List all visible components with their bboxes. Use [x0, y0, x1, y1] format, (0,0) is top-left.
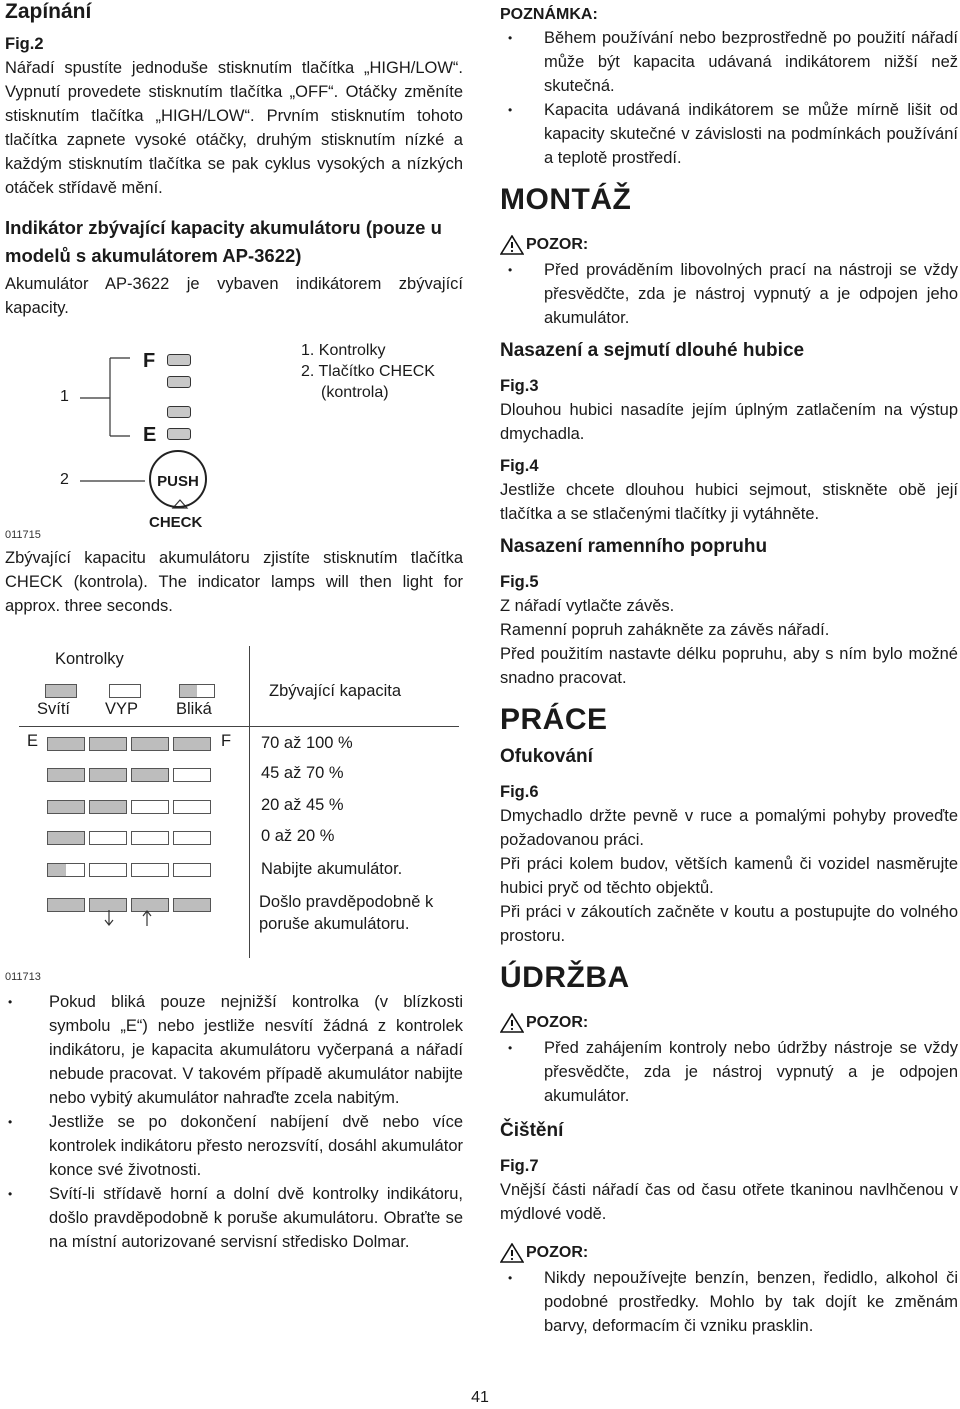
- legend-2b: (kontrola): [321, 384, 389, 401]
- legend-on-swatch: [45, 684, 77, 698]
- callout-lines: [5, 336, 265, 536]
- fig6-label: Fig.6: [500, 783, 539, 801]
- note-bullet-1: • Během používání nebo bezprostředně po použití nářadí může být kapacita udávaná indikátorem nižší než skutečná.: [500, 26, 958, 98]
- capacity-row-6: Došlo pravděpodobně k poruše akumulátoru.: [259, 893, 434, 933]
- label-e: E: [143, 424, 157, 446]
- page-number: 41: [471, 1389, 489, 1406]
- label-f: F: [221, 732, 232, 750]
- blowing-heading: Ofukování: [500, 746, 593, 767]
- strap-heading: Nasazení ramenního popruhu: [500, 536, 768, 557]
- prace-title: PRÁCE: [500, 703, 608, 736]
- header-capacity: Zbývající kapacita: [269, 682, 402, 700]
- legend-on: Svítí: [37, 700, 71, 718]
- caution-1-bullet-1: • Před prováděním libovolných prací na nástroji se vždy přesvědčte, zda je nástroj vypnutý a je odpojen jeho akumulátor.: [500, 258, 958, 330]
- legend-off: VYP: [105, 700, 139, 718]
- cleaning-heading: Čištění: [500, 1120, 564, 1141]
- caution-2: [500, 1012, 958, 1034]
- alternating-arrows: [99, 908, 159, 928]
- caution-1-title: POZOR:: [526, 236, 589, 253]
- capacity-row-5: Nabijte akumulátor.: [261, 860, 403, 878]
- legend-1: 1. Kontrolky: [301, 342, 386, 359]
- legend-blink-swatch: [179, 684, 215, 698]
- caution-1: [500, 234, 958, 256]
- callout-1: 1: [60, 388, 69, 405]
- fig6-text-2: Při práci kolem budov, větších kamenů či vozidel nasměrujte hubici pryč od těchto objektů.: [500, 855, 958, 897]
- lamp-4: [167, 354, 191, 366]
- fig5-line-3: Před použitím nastavte délku popruhu, aby s ním bylo možné snadno pracovat.: [500, 645, 958, 687]
- fig4-text: Jestliže chcete dlouhou hubici sejmout, stiskněte obě její tlačítka a se stlačenými tlačítky ji vytáhněte.: [500, 481, 958, 523]
- fig7-label: Fig.7: [500, 1157, 539, 1175]
- check-text: Zbývající kapacitu akumulátoru zjistíte stisknutím tlačítka CHECK (kontrola). The indicator lamps will then light for approx. three seconds.: [5, 549, 463, 615]
- legend-blink: Bliká: [176, 700, 212, 718]
- fig3-label: Fig.3: [500, 377, 539, 395]
- fig7-text: Vnější části nářadí čas od času otřete tkaninou navlhčenou v mýdlové vodě.: [500, 1181, 958, 1223]
- battery-bullets: [5, 990, 463, 1254]
- left-column: [5, 0, 463, 1254]
- switching-text: Nářadí spustíte jednoduše stisknutím tlačítka „HIGH/LOW“. Vypnutí provedete stisknutím tlačítka „OFF“. Otáčky změníte stisknutím tlačítka „HIGH/LOW“. Prvním stisknutím tohoto tlačítka zapnete vysoké otáčky, druhým stisknutím nízké a každým stisknutím tlačítka se pak cyklus vysokých a nízkých otáček střídavě mění.: [5, 59, 463, 197]
- callout-2: 2: [60, 471, 69, 488]
- capacity-row-1: 70 až 100 %: [261, 734, 353, 752]
- fig5-label: Fig.5: [500, 573, 539, 591]
- note-bullet-2: • Kapacita udávaná indikátorem se může mírně lišit od kapacity skutečné v závislosti na podmínkách používání a teplotě prostředí.: [500, 98, 958, 170]
- nozzle-heading: Nasazení a sejmutí dlouhé hubice: [500, 340, 805, 361]
- capacity-table: [19, 646, 459, 958]
- indicator-heading: Indikátor zbývající kapacity akumulátoru (pouze u modelů s akumulátorem AP-3622): [5, 217, 442, 266]
- legend-off-swatch: [109, 684, 141, 698]
- note-bullets: [500, 26, 958, 170]
- note-title: POZNÁMKA:: [500, 6, 598, 23]
- battery-bullet-3: • Svítí-li střídavě horní a dolní dvě kontrolky indikátoru, došlo pravděpodobně k poruše akumulátoru. Obraťte se na místní autorizované servisní středisko Dolmar.: [5, 1182, 463, 1254]
- udrzba-title: ÚDRŽBA: [500, 961, 630, 994]
- label-e: E: [27, 732, 39, 750]
- battery-bullet-1: • Pokud bliká pouze nejnižší kontrolka (v blízkosti symbolu „E“) nebo jestliže nesvítí žádná z kontrolek indikátoru, je kapacita akumulátoru vyčerpaná a nářadí nebude pracovat. V takovém případě akumulátor nabijte nebo vybitý akumulátor nahraďte zcela nabitým.: [5, 990, 463, 1110]
- push-button[interactable]: [149, 450, 207, 508]
- fig5-line-2: Ramenní popruh zahákněte za závěs nářadí.: [500, 621, 830, 639]
- warning-icon: [500, 235, 524, 255]
- capacity-row-2: 45 až 70 %: [261, 764, 344, 782]
- indicator-diagram: [5, 336, 463, 536]
- push-label: PUSH: [157, 472, 199, 490]
- montaz-title: MONTÁŽ: [500, 183, 632, 216]
- lamp-1: [167, 428, 191, 440]
- fig3-text: Dlouhou hubici nasadíte jejím úplným zatlačením na výstup dmychadla.: [500, 401, 958, 443]
- fig2-label: Fig.2: [5, 35, 44, 53]
- right-column: [500, 4, 958, 1338]
- indicator-intro: Akumulátor AP-3622 je vybaven indikátorem zbývající kapacity.: [5, 275, 463, 317]
- label-f: F: [143, 350, 156, 372]
- capacity-row-3: 20 až 45 %: [261, 796, 344, 814]
- figure-code-1: 011715: [5, 529, 41, 541]
- header-lamps: Kontrolky: [55, 650, 124, 668]
- switching-title: Zapínání: [5, 0, 92, 23]
- battery-bullet-2: • Jestliže se po dokončení nabíjení dvě nebo více kontrolek indikátoru přesto nerozsvítí, dosáhl akumulátor konce své životnosti.: [5, 1110, 463, 1182]
- warning-icon: [500, 1013, 524, 1033]
- lamp-3: [167, 376, 191, 388]
- caution-3-title: POZOR:: [526, 1244, 589, 1261]
- caution-2-bullet-1: • Před zahájením kontroly nebo údržby nástroje se vždy přesvědčte, zda je nástroj vypnutý a je odpojen akumulátor.: [500, 1036, 958, 1108]
- fig6-text-3: Při práci v zákoutích začněte v koutu a postupujte do volného prostoru.: [500, 903, 958, 945]
- caution-2-bullets: [500, 1036, 958, 1108]
- caution-3-bullet-1: • Nikdy nepoužívejte benzín, benzen, ředidlo, alkohol či podobné prostředky. Mohlo by tak dojít ke změnám barvy, deformacím či vzniku prasklin.: [500, 1266, 958, 1338]
- caution-3: [500, 1242, 958, 1264]
- legend-2a: 2. Tlačítko CHECK: [301, 363, 435, 380]
- warning-icon: [500, 1243, 524, 1263]
- caution-2-title: POZOR:: [526, 1014, 589, 1031]
- lamp-2: [167, 406, 191, 418]
- figure-code-2: 011713: [5, 971, 41, 983]
- capacity-row-4: 0 až 20 %: [261, 827, 335, 845]
- caution-1-bullets: [500, 258, 958, 330]
- check-label: CHECK: [149, 514, 203, 531]
- fig6-text-1: Dmychadlo držte pevně v ruce a pomalými pohyby proveďte požadovanou práci.: [500, 807, 958, 849]
- caution-3-bullets: [500, 1266, 958, 1338]
- fig4-label: Fig.4: [500, 457, 539, 475]
- fig5-line-1: Z nářadí vytlačte závěs.: [500, 597, 675, 615]
